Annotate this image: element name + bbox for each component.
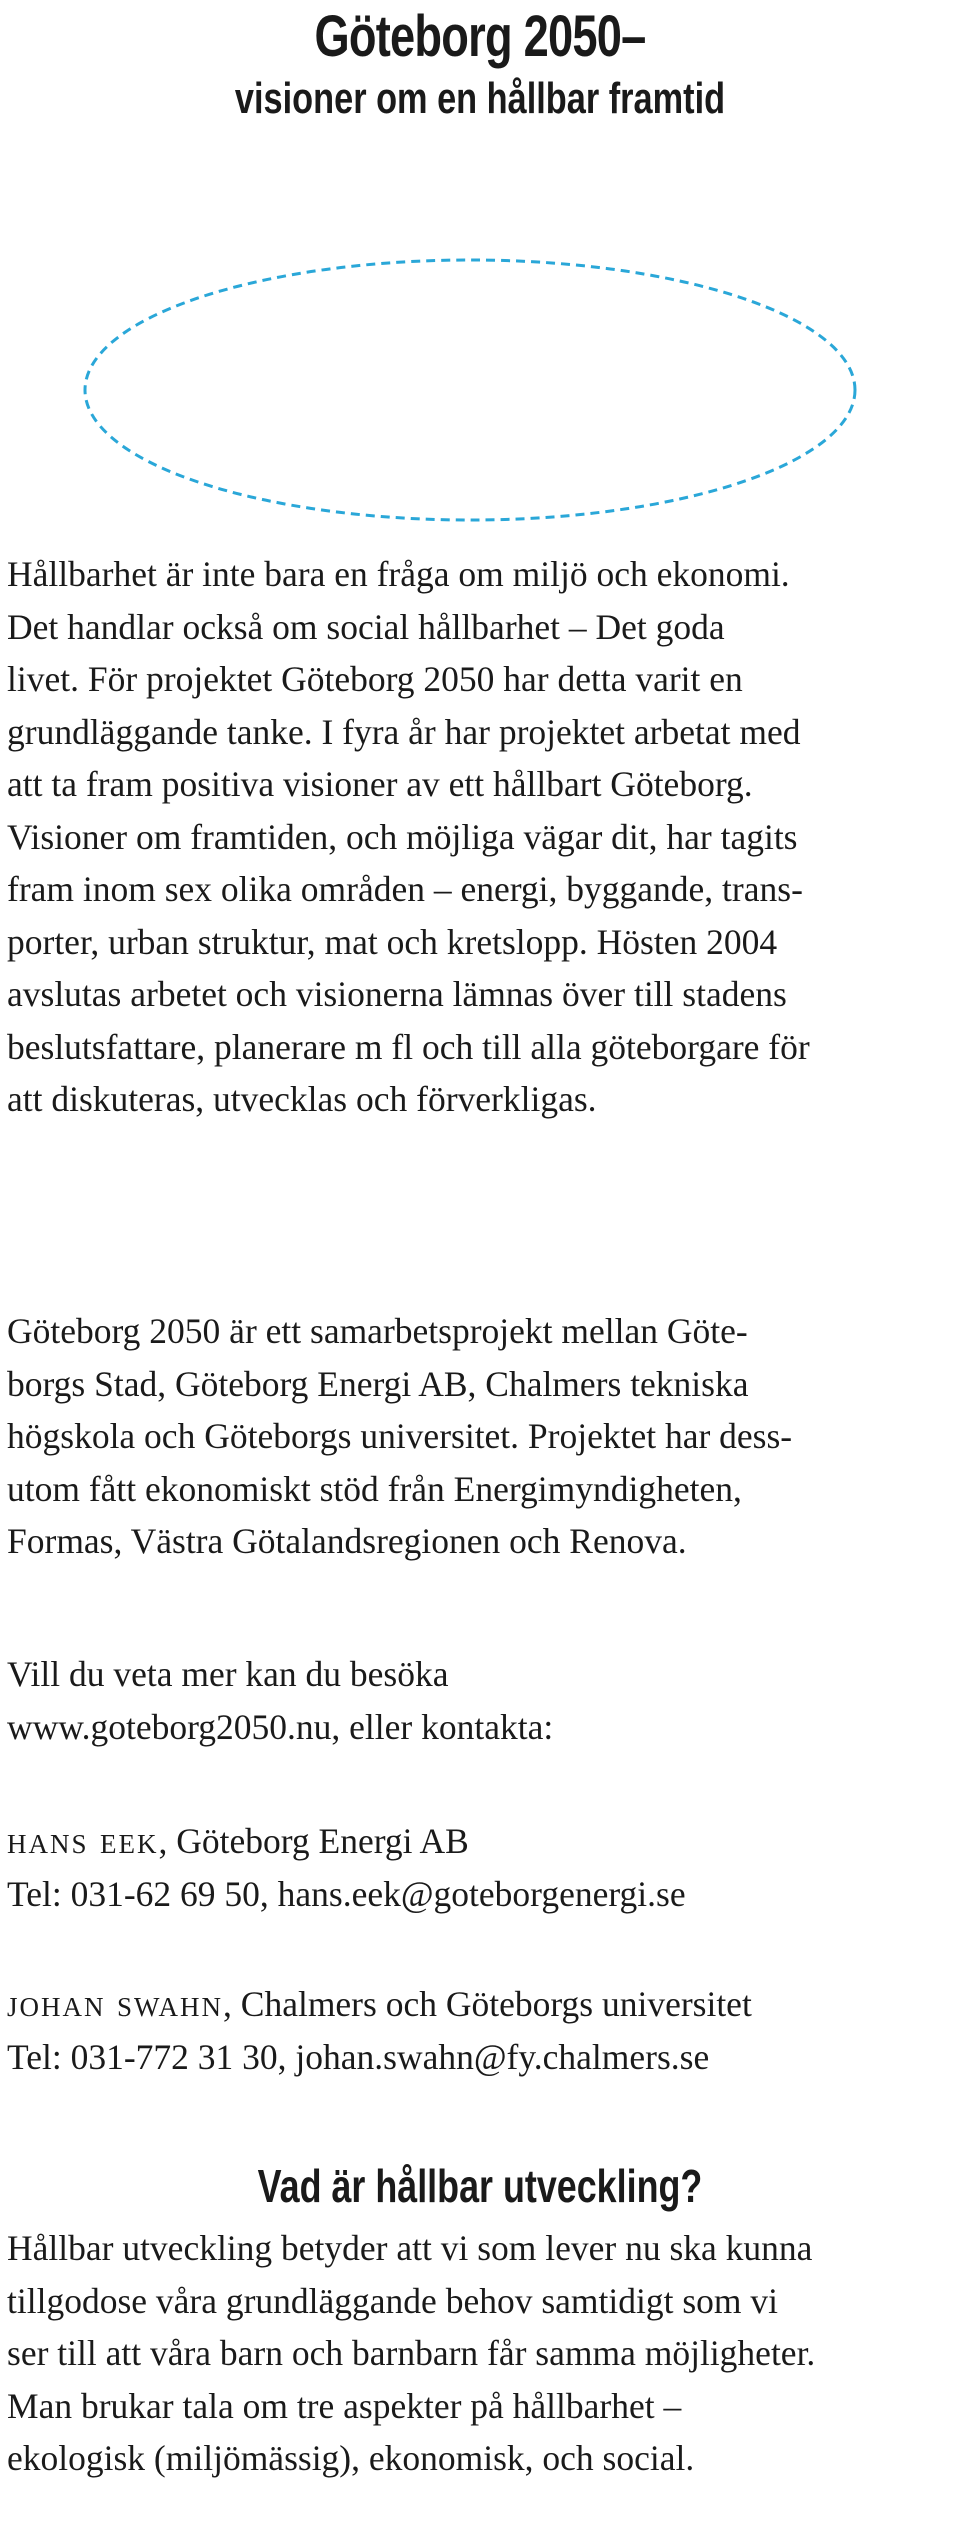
intro-line: fram inom sex olika områden – energi, byggande, trans- [7,869,803,909]
more-info-line: Vill du veta mer kan du besöka [7,1654,449,1694]
contact-name-line [7,1815,957,1868]
dashed-oval-graphic [80,255,860,525]
contact-details[interactable]: Tel: 031-62 69 50, hans.eek@goteborgenergi.se [7,1873,686,1914]
contact-name: johan swahn [7,1983,224,2025]
intro-paragraph [7,548,957,1126]
partners-line: borgs Stad, Göteborg Energi AB, Chalmers tekniska [7,1363,749,1404]
partners-line: Formas, Västra Götalandsregionen och Renova. [7,1521,687,1561]
more-info-paragraph [7,1648,957,1753]
intro-line: beslutsfattare, planerare m fl och till alla göteborgare för [7,1026,810,1067]
section-heading: Vad är hållbar utveckling? [257,2160,703,2212]
partners-line: högskola och Göteborgs universitet. Projektet har dess- [7,1416,793,1456]
intro-line: avslutas arbetet och visionerna lämnas över till stadens [7,974,787,1014]
website-link-line[interactable]: www.goteborg2050.nu, eller kontakta: [7,1706,554,1747]
contact-name-line [7,1978,957,2031]
partners-line: Göteborg 2050 är ett samarbetsprojekt mellan Göte- [7,1311,748,1351]
contact-hans-eek [7,1815,957,1920]
contact-details[interactable]: Tel: 031-772 31 30, johan.swahn@fy.chalmers.se [7,2036,710,2077]
partners-line: utom fått ekonomiskt stöd från Energimyndigheten, [7,1468,742,1509]
intro-line: porter, urban struktur, mat och kretslopp. Hösten 2004 [7,921,778,962]
sustainability-line: Hållbar utveckling betyder att vi som lever nu ska kunna [7,2228,813,2268]
intro-line: Hållbarhet är inte bara en fråga om miljö och ekonomi. [7,554,790,594]
intro-line: Det handlar också om social hållbarhet – Det goda [7,606,725,647]
sustainability-line: Man brukar tala om tre aspekter på hållbarhet – [7,2385,682,2426]
contact-affiliation: , Göteborg Energi AB [158,1821,469,1861]
intro-line: att diskuteras, utvecklas och förverkligas. [7,1079,597,1119]
sustainability-line: ser till att våra barn och barnbarn får samma möjligheter. [7,2333,816,2373]
partners-paragraph [7,1305,957,1568]
dashed-oval-shape [85,260,855,520]
intro-line: Visioner om framtiden, och möjliga vägar dit, har tagits [7,816,798,857]
intro-line: grundläggande tanke. I fyra år har projektet arbetat med [7,711,801,752]
sustainability-line: tillgodose våra grundläggande behov samtidigt som vi [7,2280,778,2321]
sustainability-line: ekologisk (miljömässig), ekonomisk, och social. [7,2438,695,2478]
contact-johan-swahn [7,1978,957,2083]
page-subtitle: visioner om en hållbar framtid [234,74,726,123]
intro-line: att ta fram positiva visioner av ett hållbart Göteborg. [7,764,753,804]
contact-affiliation: , Chalmers och Göteborgs universitet [223,1984,752,2024]
sustainability-paragraph [7,2222,957,2485]
page-title: Göteborg 2050– [314,4,646,69]
intro-line: livet. För projektet Göteborg 2050 har detta varit en [7,659,743,699]
contact-name: hans eek [7,1820,159,1862]
